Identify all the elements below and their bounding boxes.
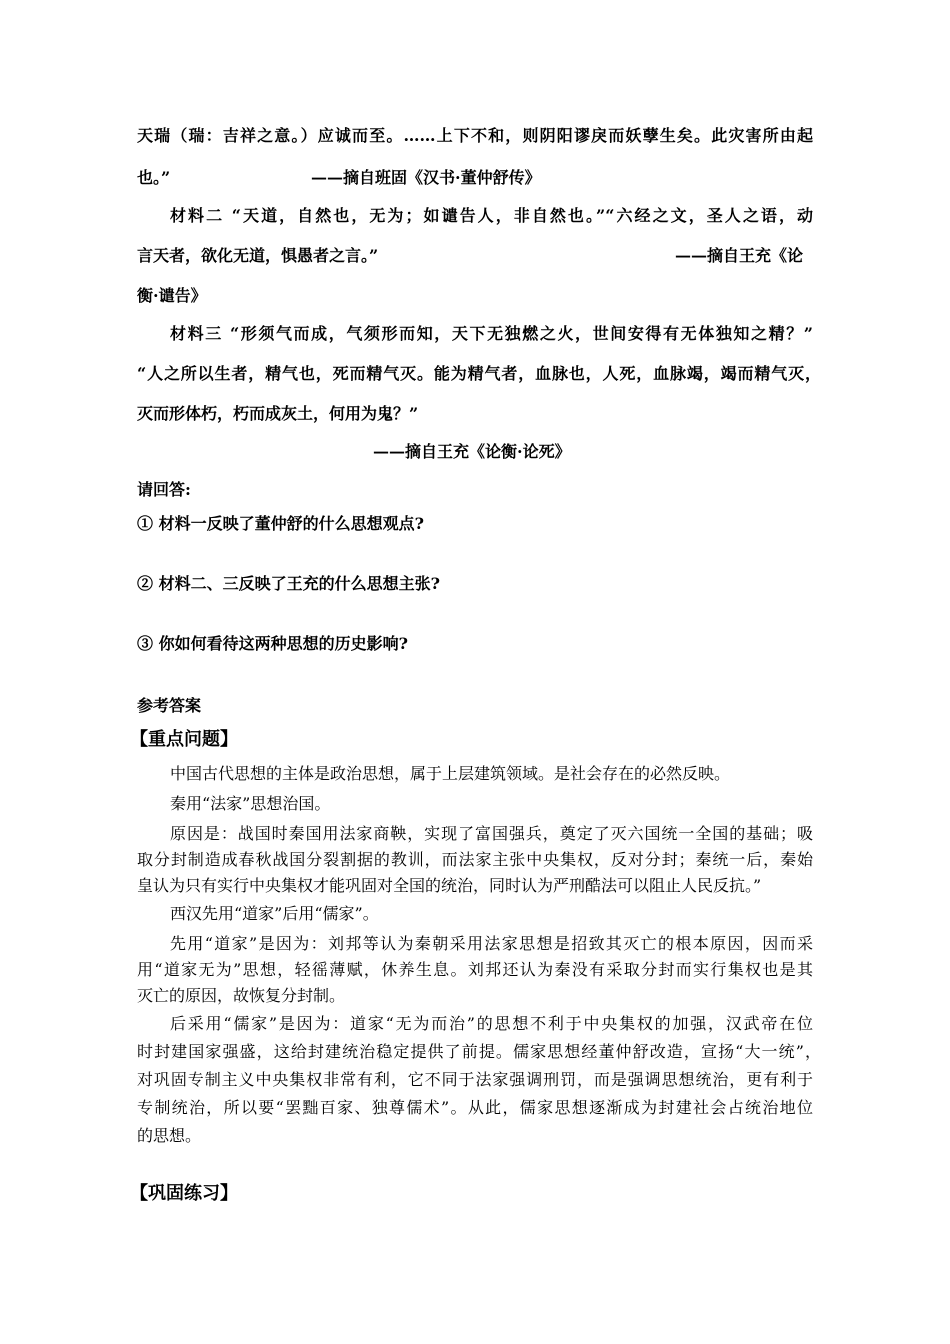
material-1-line-1: 天瑞（瑞：吉祥之意。）应诚而至。……上下不和，则阴阳谬戾而妖孽生矣。此灾害所由起 [137, 126, 813, 145]
answer-paragraph-6-line-3: 对巩固专制主义中央集权非常有利，它不同于法家强调刑罚，而是强调思想统治，更有利于 [137, 1070, 813, 1089]
answer-paragraph-1: 中国古代思想的主体是政治思想，属于上层建筑领域。是社会存在的必然反映。 [170, 764, 731, 783]
answer-paragraph-3-line-3: 皇认为只有实行中央集权才能巩固对全国的统治，同时认为严刑酷法可以阻止人民反抗。” [137, 876, 762, 895]
answer-paragraph-5-line-2: 用“道家无为”思想，轻徭薄赋，休养生息。刘邦还认为秦没有采取分封而实行集权也是其 [137, 960, 813, 979]
question-1: ① 材料一反映了董仲舒的什么思想观点? [137, 514, 424, 533]
answer-paragraph-3-line-2: 取分封制造成春秋战国分裂割据的教训，而法家主张中央集权，反对分封；秦统一后，秦始 [137, 850, 813, 869]
key-questions-heading: 【重点问题】 [130, 729, 238, 750]
questions-prompt: 请回答: [137, 480, 191, 499]
material-3-line-3: 灭而形体朽，朽而成灰土，何用为鬼？” [137, 404, 419, 423]
material-1-line-2: 也。” [137, 168, 171, 187]
question-2: ② 材料二、三反映了王充的什么思想主张? [137, 574, 440, 593]
material-2-line-2: 言天者，欲化无道，惧愚者之言。” [137, 246, 379, 265]
material-1-source: ——摘自班固《汉书·董仲舒传》 [311, 168, 541, 187]
material-2-line-1: 材料二 “天道，自然也，无为；如谴告人，非自然也。”“六经之文，圣人之语，动 [170, 206, 813, 225]
answer-paragraph-6-line-2: 时封建国家强盛，这给封建统治稳定提供了前提。儒家思想经董仲舒改造，宣扬“大一统”， [137, 1042, 821, 1061]
answer-paragraph-2: 秦用“法家”思想治国。 [170, 794, 331, 813]
material-2-source-part-1: ——摘自王充《论 [675, 246, 804, 265]
material-3-line-2: “人之所以生者，精气也，死而精气灭。能为精气者，血脉也，人死，血脉竭，竭而精气灭， [137, 364, 821, 383]
material-3-source: ——摘自王充《论衡·论死》 [373, 442, 571, 461]
answer-paragraph-6-line-4: 专制统治，所以要“罢黜百家、独尊儒术”。从此，儒家思想逐渐成为封建社会占统治地位 [137, 1098, 813, 1117]
material-3-line-1: 材料三 “形须气而成，气须形而知，天下无独燃之火，世间安得有无体独知之精？” [170, 324, 813, 343]
answer-paragraph-3-line-1: 原因是：战国时秦国用法家商鞅，实现了富国强兵，奠定了灭六国统一全国的基础；吸 [170, 824, 813, 843]
answer-paragraph-5-line-1: 先用“道家”是因为：刘邦等认为秦朝采用法家思想是招致其灭亡的根本原因，因而采 [170, 934, 813, 953]
practice-heading: 【巩固练习】 [130, 1183, 238, 1204]
answer-paragraph-4: 西汉先用“道家”后用“儒家”。 [170, 904, 379, 923]
material-2-source-part-2: 衡·谴告》 [137, 286, 207, 305]
question-3: ③ 你如何看待这两种思想的历史影响? [137, 634, 408, 653]
answer-paragraph-6-line-5: 的思想。 [137, 1126, 202, 1145]
answer-paragraph-6-line-1: 后采用“儒家”是因为：道家“无为而治”的思想不利于中央集权的加强，汉武帝在位 [170, 1014, 813, 1033]
answer-paragraph-5-line-3: 灭亡的原因，故恢复分封制。 [137, 986, 346, 1005]
answers-title: 参考答案 [137, 696, 202, 715]
